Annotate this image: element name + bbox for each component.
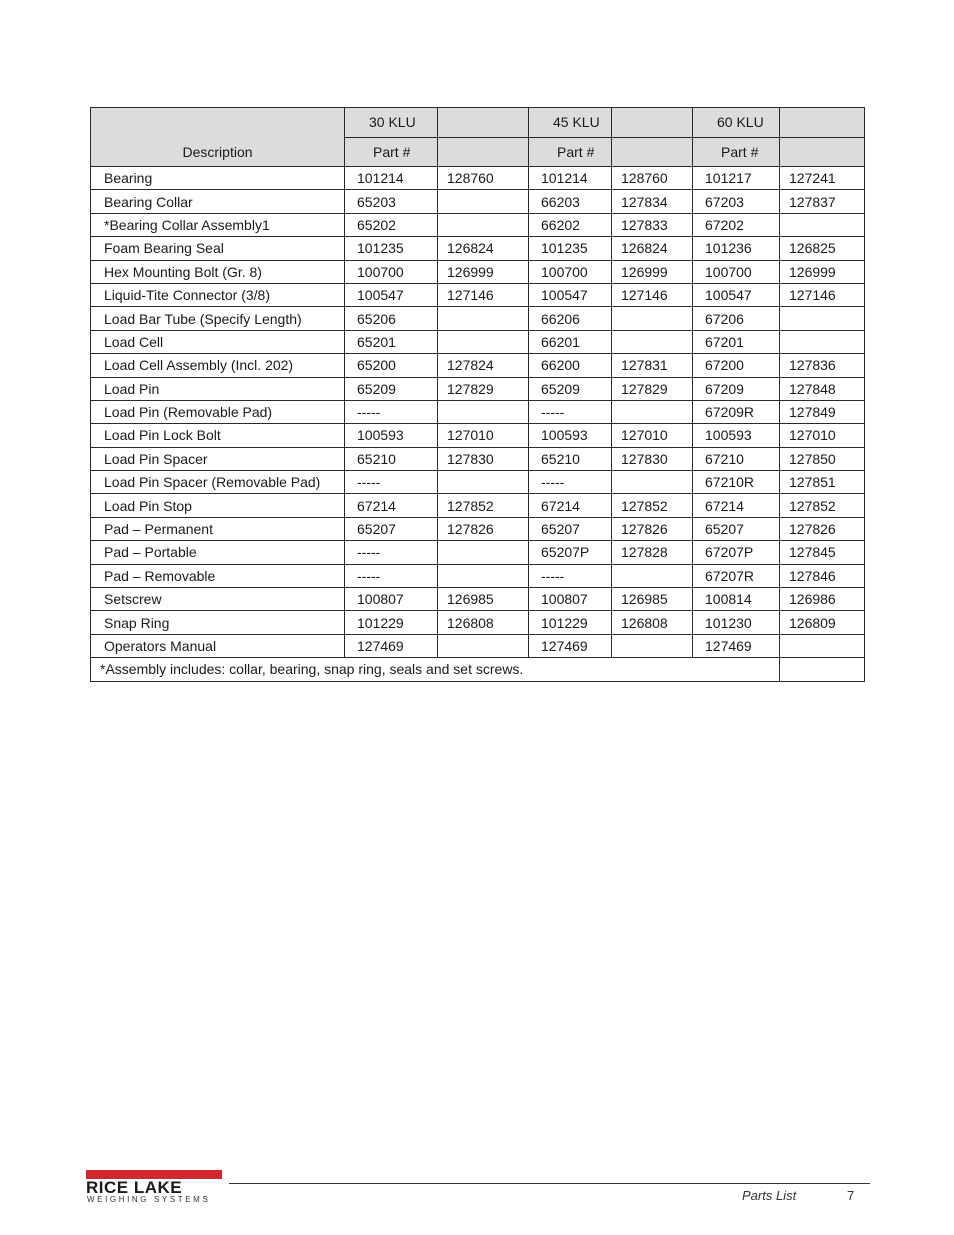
part-number-cell <box>780 307 865 330</box>
part-number-cell <box>780 213 865 236</box>
part-number-cell: 127837 <box>780 190 865 213</box>
part-number-cell: 67214 <box>693 494 780 517</box>
part-number-cell <box>612 307 693 330</box>
part-number-cell: 126808 <box>438 611 529 634</box>
part-number-cell: 65203 <box>345 190 438 213</box>
part-number-cell: 65207 <box>693 517 780 540</box>
table-row <box>91 307 865 330</box>
row-description: Operators Manual <box>91 634 345 657</box>
part-number-cell: 126999 <box>438 260 529 283</box>
row-description: Load Pin Stop <box>91 494 345 517</box>
table-row <box>91 377 865 400</box>
part-number-cell: 126999 <box>780 260 865 283</box>
header-blank <box>438 108 529 138</box>
row-description: Snap Ring <box>91 611 345 634</box>
table-row <box>91 167 865 190</box>
part-number-cell: 127852 <box>438 494 529 517</box>
row-description: Load Pin <box>91 377 345 400</box>
part-number-cell: 67203 <box>693 190 780 213</box>
row-description: Load Pin Lock Bolt <box>91 424 345 447</box>
part-number-cell: 101230 <box>693 611 780 634</box>
part-number-cell: 127848 <box>780 377 865 400</box>
header-group-45klu: 45 KLU <box>529 108 612 138</box>
part-number-cell: 65207 <box>529 517 612 540</box>
part-number-cell: 101229 <box>345 611 438 634</box>
part-number-cell <box>438 307 529 330</box>
part-number-cell: 127850 <box>780 447 865 470</box>
table-row <box>91 283 865 306</box>
parts-table-footer <box>91 658 865 681</box>
part-number-cell: 100814 <box>693 588 780 611</box>
part-number-cell: 101214 <box>345 167 438 190</box>
part-number-cell <box>780 330 865 353</box>
part-number-cell: 127826 <box>438 517 529 540</box>
row-description: Setscrew <box>91 588 345 611</box>
part-number-cell: 127849 <box>780 400 865 423</box>
part-number-cell: 67209R <box>693 400 780 423</box>
part-number-cell: ----- <box>345 564 438 587</box>
part-number-cell: 65207P <box>529 541 612 564</box>
part-number-cell: 66201 <box>529 330 612 353</box>
part-number-cell <box>612 400 693 423</box>
table-row <box>91 330 865 353</box>
table-row <box>91 611 865 634</box>
part-number-cell: 126825 <box>780 237 865 260</box>
row-description: Load Pin Spacer (Removable Pad) <box>91 471 345 494</box>
part-number-cell <box>438 213 529 236</box>
part-number-cell: 67210R <box>693 471 780 494</box>
row-description: Hex Mounting Bolt (Gr. 8) <box>91 260 345 283</box>
part-number-cell: ----- <box>345 541 438 564</box>
part-number-cell: 127469 <box>529 634 612 657</box>
table-row <box>91 237 865 260</box>
part-number-cell: 100700 <box>529 260 612 283</box>
part-number-cell: 101236 <box>693 237 780 260</box>
part-number-cell: 127831 <box>612 354 693 377</box>
part-number-cell: 126999 <box>612 260 693 283</box>
part-number-cell: 66206 <box>529 307 612 330</box>
part-number-cell <box>438 330 529 353</box>
part-number-cell: 127830 <box>612 447 693 470</box>
part-number-cell: 100593 <box>693 424 780 447</box>
row-description: Liquid-Tite Connector (3/8) <box>91 283 345 306</box>
part-number-cell: 100547 <box>529 283 612 306</box>
part-number-cell: 127834 <box>612 190 693 213</box>
part-number-cell: 66203 <box>529 190 612 213</box>
part-number-cell: 126986 <box>780 588 865 611</box>
part-number-cell: 67214 <box>529 494 612 517</box>
part-number-cell: 101217 <box>693 167 780 190</box>
table-row <box>91 260 865 283</box>
part-number-cell: 126809 <box>780 611 865 634</box>
part-number-cell: ----- <box>529 564 612 587</box>
part-number-cell: 126985 <box>612 588 693 611</box>
parts-table <box>90 107 865 682</box>
part-number-cell: 65210 <box>345 447 438 470</box>
part-number-cell: 100807 <box>345 588 438 611</box>
part-number-cell: 127469 <box>345 634 438 657</box>
part-number-cell <box>612 564 693 587</box>
part-number-cell: 100593 <box>345 424 438 447</box>
part-number-cell: 126808 <box>612 611 693 634</box>
rice-lake-logo <box>86 1170 222 1204</box>
part-number-cell: 101235 <box>345 237 438 260</box>
table-row <box>91 541 865 564</box>
part-number-cell: 66202 <box>529 213 612 236</box>
part-number-cell: 100807 <box>529 588 612 611</box>
row-description: Bearing <box>91 167 345 190</box>
row-description: Load Bar Tube (Specify Length) <box>91 307 345 330</box>
footnote-row <box>91 658 865 681</box>
footer-page-number: 7 <box>847 1188 855 1203</box>
part-number-cell: 65210 <box>529 447 612 470</box>
table-row <box>91 564 865 587</box>
part-number-cell: 65209 <box>345 377 438 400</box>
part-number-cell: 67214 <box>345 494 438 517</box>
part-number-cell: 100593 <box>529 424 612 447</box>
logo-wordmark: RICE LAKE <box>86 1178 183 1197</box>
table-row <box>91 517 865 540</box>
part-number-cell: 67209 <box>693 377 780 400</box>
table-row <box>91 471 865 494</box>
table-row <box>91 424 865 447</box>
row-description: *Bearing Collar Assembly1 <box>91 213 345 236</box>
part-number-cell: 127146 <box>612 283 693 306</box>
table-row <box>91 588 865 611</box>
table-row <box>91 190 865 213</box>
part-number-cell <box>612 634 693 657</box>
table-row <box>91 400 865 423</box>
part-number-cell: 127146 <box>438 283 529 306</box>
row-description: Load Pin Spacer <box>91 447 345 470</box>
part-number-cell <box>438 564 529 587</box>
part-number-cell: 127826 <box>612 517 693 540</box>
header-part-number: Part # <box>529 137 612 167</box>
header-group-30klu: 30 KLU <box>345 108 438 138</box>
part-number-cell: 127829 <box>438 377 529 400</box>
part-number-cell: 127829 <box>612 377 693 400</box>
header-blank <box>612 137 693 167</box>
part-number-cell: 126824 <box>438 237 529 260</box>
footer-section-title: Parts List <box>742 1188 797 1203</box>
logo-subtitle: WEIGHING SYSTEMS <box>87 1195 211 1204</box>
part-number-cell <box>438 541 529 564</box>
row-description: Load Cell <box>91 330 345 353</box>
header-description: Description <box>91 108 345 167</box>
footer-rule <box>229 1183 870 1184</box>
part-number-cell: 127010 <box>438 424 529 447</box>
part-number-cell <box>780 634 865 657</box>
table-row <box>91 354 865 377</box>
row-description: Load Pin (Removable Pad) <box>91 400 345 423</box>
parts-table-body <box>91 167 865 658</box>
header-part-number: Part # <box>345 137 438 167</box>
part-number-cell: 127146 <box>780 283 865 306</box>
part-number-cell <box>438 471 529 494</box>
part-number-cell: 127826 <box>780 517 865 540</box>
part-number-cell: ----- <box>529 400 612 423</box>
header-blank <box>780 137 865 167</box>
row-description: Pad – Permanent <box>91 517 345 540</box>
row-description: Pad – Portable <box>91 541 345 564</box>
part-number-cell: 126824 <box>612 237 693 260</box>
part-number-cell: 65201 <box>345 330 438 353</box>
part-number-cell <box>438 190 529 213</box>
part-number-cell: 126985 <box>438 588 529 611</box>
table-row <box>91 494 865 517</box>
part-number-cell: 66200 <box>529 354 612 377</box>
part-number-cell <box>612 471 693 494</box>
table-row <box>91 213 865 236</box>
header-group-60klu: 60 KLU <box>693 108 780 138</box>
part-number-cell: ----- <box>345 400 438 423</box>
part-number-cell: 127469 <box>693 634 780 657</box>
part-number-cell: 127845 <box>780 541 865 564</box>
row-description: Foam Bearing Seal <box>91 237 345 260</box>
footnote-blank <box>780 658 865 681</box>
part-number-cell: 65207 <box>345 517 438 540</box>
part-number-cell: 127010 <box>780 424 865 447</box>
table-row <box>91 447 865 470</box>
part-number-cell: 127241 <box>780 167 865 190</box>
table-row <box>91 634 865 657</box>
part-number-cell <box>438 634 529 657</box>
part-number-cell: 101214 <box>529 167 612 190</box>
part-number-cell: 67207R <box>693 564 780 587</box>
part-number-cell: 67202 <box>693 213 780 236</box>
part-number-cell: 67206 <box>693 307 780 330</box>
parts-table-header <box>91 108 865 167</box>
part-number-cell: 100547 <box>693 283 780 306</box>
row-description: Load Cell Assembly (Incl. 202) <box>91 354 345 377</box>
part-number-cell <box>438 400 529 423</box>
part-number-cell: 67200 <box>693 354 780 377</box>
header-row-groups <box>91 108 865 138</box>
part-number-cell: 127836 <box>780 354 865 377</box>
part-number-cell: ----- <box>345 471 438 494</box>
part-number-cell: 127010 <box>612 424 693 447</box>
part-number-cell: 67201 <box>693 330 780 353</box>
part-number-cell: 100700 <box>693 260 780 283</box>
header-blank <box>612 108 693 138</box>
part-number-cell: 127852 <box>612 494 693 517</box>
header-blank <box>438 137 529 167</box>
part-number-cell: 101229 <box>529 611 612 634</box>
part-number-cell: 127851 <box>780 471 865 494</box>
part-number-cell: 127852 <box>780 494 865 517</box>
part-number-cell: 65200 <box>345 354 438 377</box>
part-number-cell: 127846 <box>780 564 865 587</box>
part-number-cell: 127833 <box>612 213 693 236</box>
row-description: Bearing Collar <box>91 190 345 213</box>
part-number-cell: 67210 <box>693 447 780 470</box>
part-number-cell: 127824 <box>438 354 529 377</box>
part-number-cell: 128760 <box>612 167 693 190</box>
header-part-number: Part # <box>693 137 780 167</box>
part-number-cell: 127830 <box>438 447 529 470</box>
part-number-cell: 67207P <box>693 541 780 564</box>
row-description: Pad – Removable <box>91 564 345 587</box>
footnote: *Assembly includes: collar, bearing, snap ring, seals and set screws. <box>91 658 780 681</box>
part-number-cell: 65202 <box>345 213 438 236</box>
part-number-cell: 100700 <box>345 260 438 283</box>
part-number-cell <box>612 330 693 353</box>
header-blank <box>780 108 865 138</box>
part-number-cell: 65206 <box>345 307 438 330</box>
part-number-cell: 100547 <box>345 283 438 306</box>
part-number-cell: 65209 <box>529 377 612 400</box>
part-number-cell: 101235 <box>529 237 612 260</box>
part-number-cell: ----- <box>529 471 612 494</box>
part-number-cell: 127828 <box>612 541 693 564</box>
part-number-cell: 128760 <box>438 167 529 190</box>
